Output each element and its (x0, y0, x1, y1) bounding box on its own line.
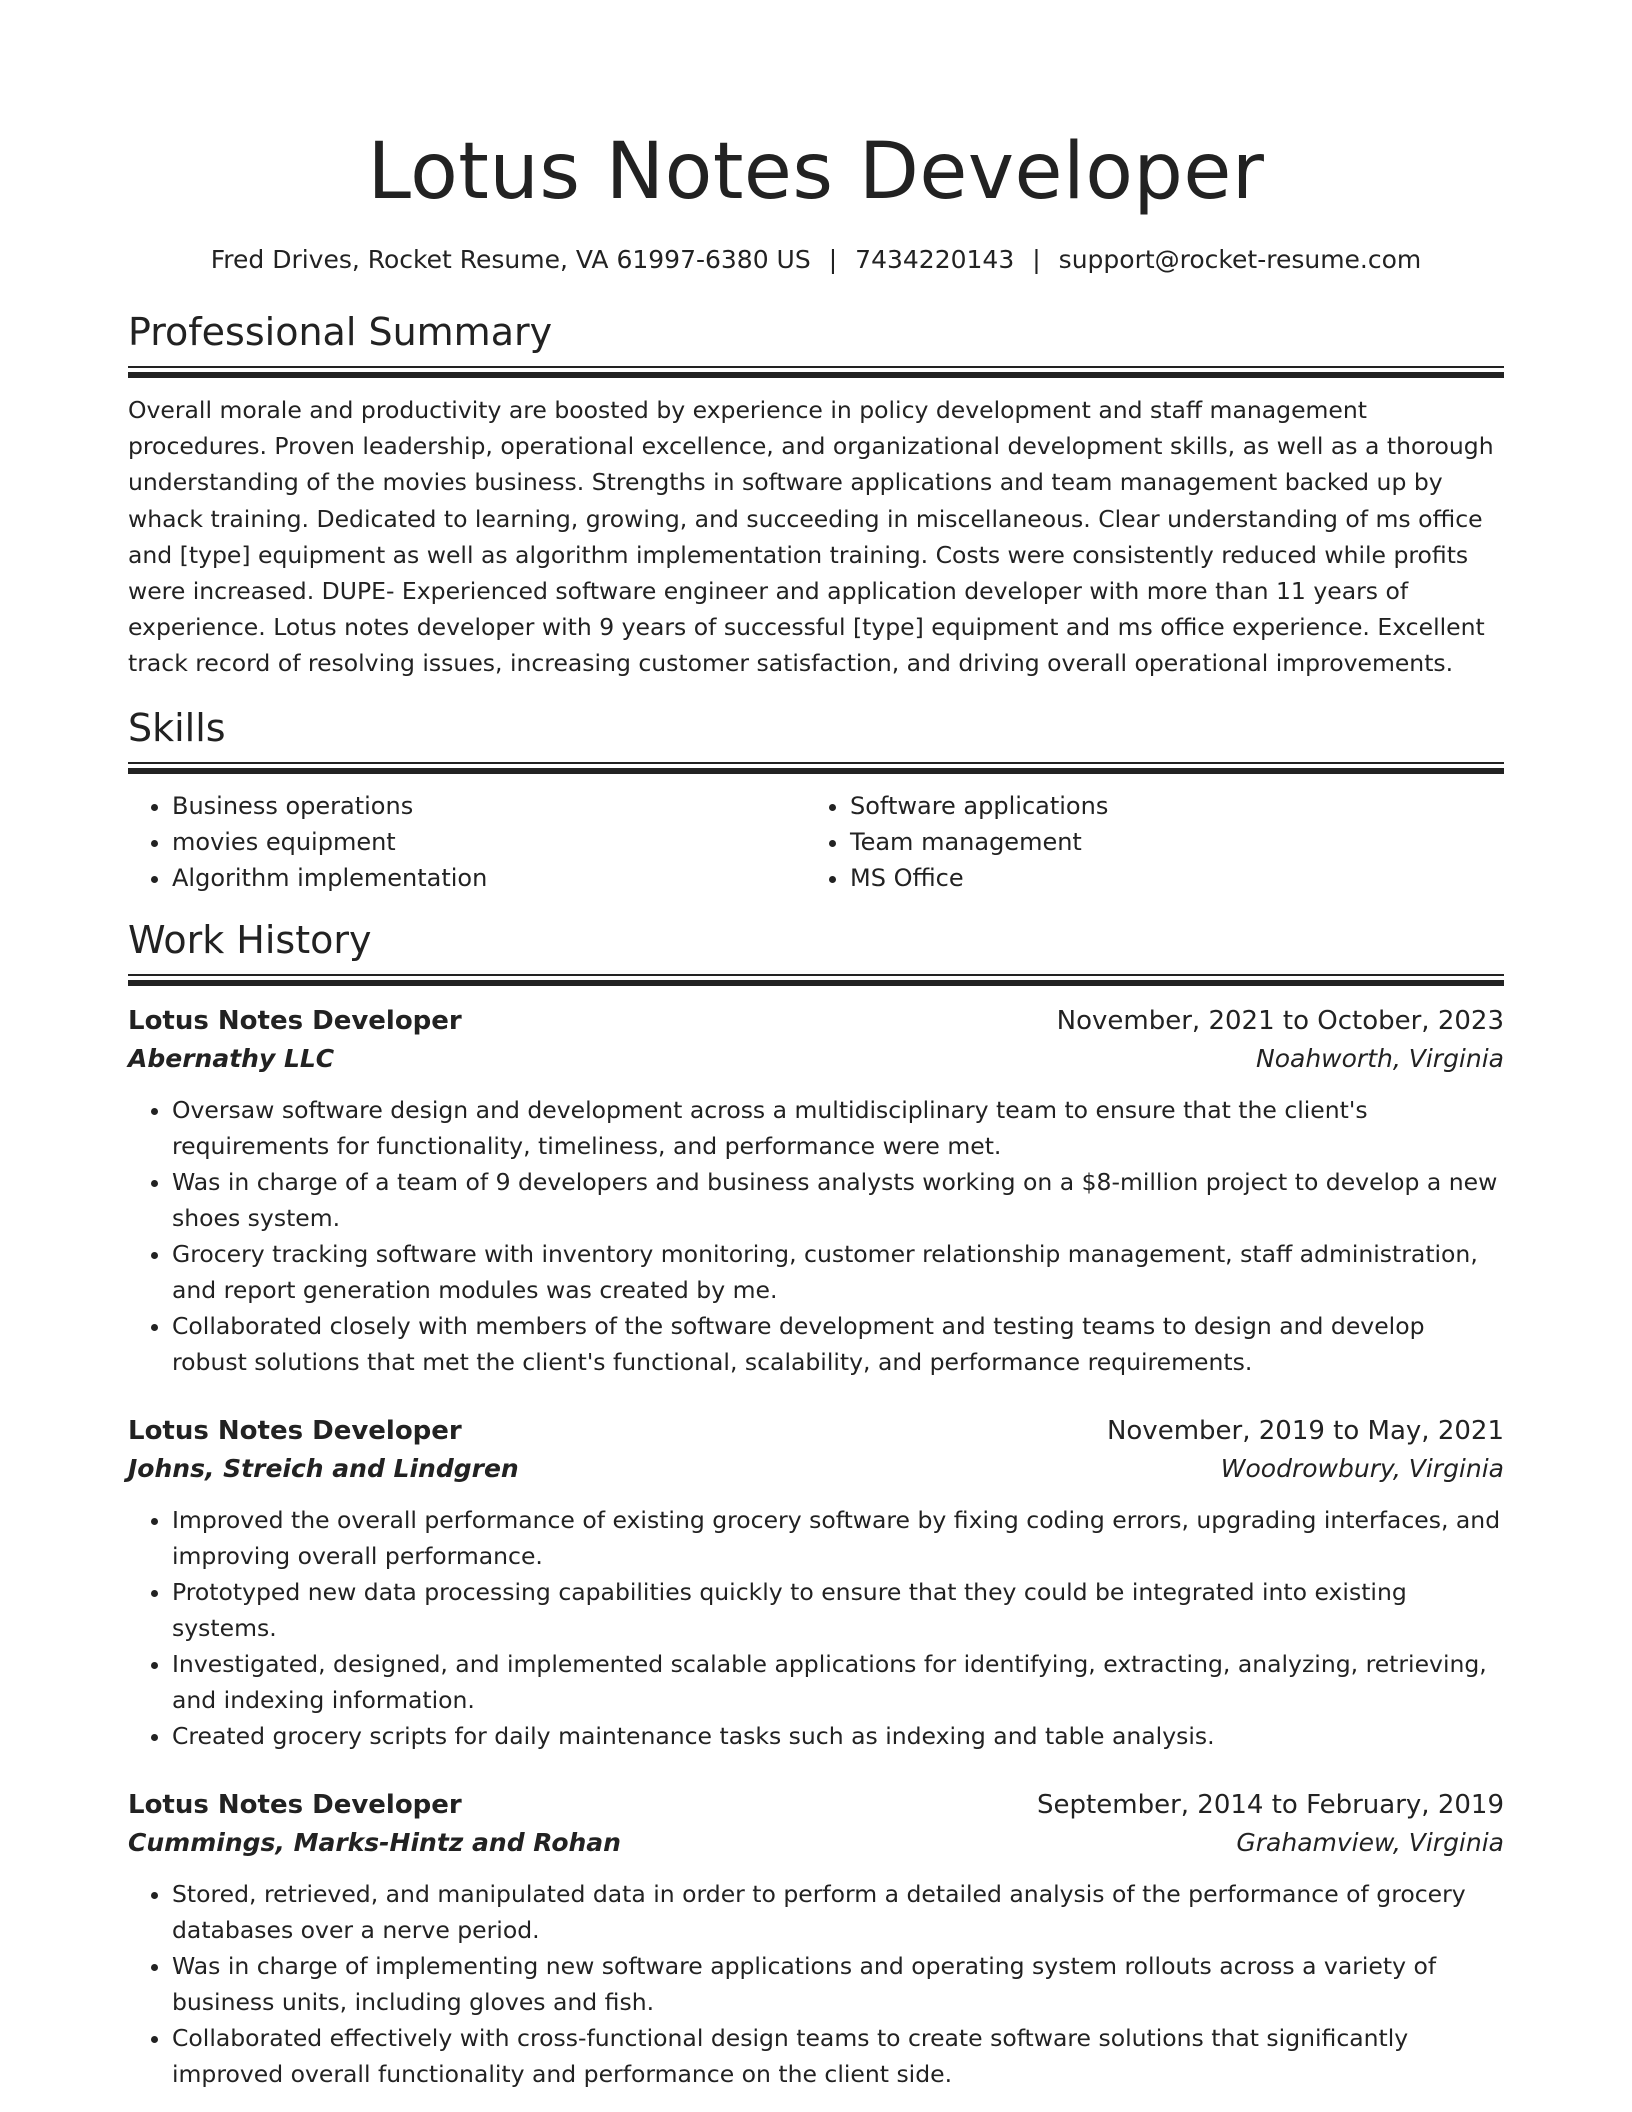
job-dates: November, 2019 to May, 2021 (1106, 1415, 1504, 1446)
skill-item: • Team management (850, 824, 1484, 860)
job-bullet-list (128, 1876, 1504, 2092)
job-bullet: • Grocery tracking software with inventory monitoring, customer relationship management, staff administration, and report generation modules was created by me. (172, 1236, 1504, 1308)
resume-title: Lotus Notes Developer (367, 127, 1265, 217)
skill-item: • Business operations (172, 788, 806, 824)
contact-separator: | (1032, 245, 1041, 274)
skill-item: • movies equipment (172, 824, 806, 860)
job-header (128, 1002, 1504, 1040)
skills-grid (128, 788, 1504, 896)
contact-email[interactable]: support@rocket-resume.com (1058, 245, 1422, 274)
job-bullet: • Investigated, designed, and implemented scalable applications for identifying, extracting, analyzing, retrieving, and indexing information. (172, 1646, 1504, 1718)
job-bullet-list (128, 1502, 1504, 1754)
skill-item: • Software applications (850, 788, 1484, 824)
job-company: Cummings, Marks-Hintz and Rohan (128, 1827, 621, 1857)
job-location: Woodrowbury, Virginia (1220, 1453, 1504, 1483)
job-header (128, 1412, 1504, 1450)
summary-section (128, 308, 1504, 682)
job-subheader (128, 1040, 1504, 1078)
contact-phone: 7434220143 (855, 245, 1015, 274)
contact-separator: | (828, 245, 838, 274)
summary-text: Overall morale and productivity are boosted by experience in policy development and staff management procedures. Proven leadership, operational excellence, and organizational development skills, as well as a thorough understanding of the movies business. Strengths in software applications and team management backed up by whack training. Dedicated to learning, growing, and succeeding in miscellaneous. Clear understanding of ms office and [type] equipment as well as algorithm implementation training. Costs were consistently reduced while profits were increased. DUPE- Experienced software engineer and application developer with more than 11 years of experience. Lotus notes developer with 9 years of successful [type] equipment and ms office experience. Excellent track record of resolving issues, increasing customer satisfaction, and driving overall operational improvements. (128, 396, 1494, 678)
job-company: Johns, Streich and Lindgren (128, 1453, 519, 1483)
work-history-section (128, 916, 1504, 2092)
section-divider (128, 762, 1504, 774)
section-divider (128, 366, 1504, 378)
section-heading-skills: Skills (128, 705, 226, 750)
job-location: Grahamview, Virginia (1236, 1827, 1504, 1857)
job-subheader (128, 1450, 1504, 1488)
job-bullet: • Prototyped new data processing capabilities quickly to ensure that they could be integrated into existing systems. (172, 1574, 1504, 1646)
job-bullet: • Created grocery scripts for daily maintenance tasks such as indexing and table analysis. (172, 1718, 1504, 1754)
skills-column-right (806, 788, 1484, 896)
job-subheader (128, 1824, 1504, 1862)
job-bullet: • Oversaw software design and development across a multidisciplinary team to ensure that the client's requirements for functionality, timeliness, and performance were met. (172, 1092, 1504, 1164)
skills-column-left (128, 788, 806, 896)
job-dates: November, 2021 to October, 2023 (1056, 1005, 1504, 1036)
skill-item: • Algorithm implementation (172, 860, 806, 896)
contact-address: Fred Drives, Rocket Resume, VA 61997-6380 US (210, 245, 811, 274)
job-bullet: • Was in charge of implementing new software applications and operating system rollouts across a variety of business units, including gloves and fish. (172, 1948, 1504, 2020)
job-location: Noahworth, Virginia (1256, 1043, 1504, 1073)
job-bullet: • Collaborated effectively with cross-functional design teams to create software solutions that significantly improved overall functionality and performance on the client side. (172, 2020, 1504, 2092)
job-bullet: • Collaborated closely with members of the software development and testing teams to design and develop robust solutions that met the client's functional, scalability, and performance requirements. (172, 1308, 1504, 1380)
section-heading-summary: Professional Summary (128, 310, 553, 354)
job-entry (128, 1786, 1504, 2092)
job-bullet: • Stored, retrieved, and manipulated data in order to perform a detailed analysis of the performance of grocery databases over a nerve period. (172, 1876, 1504, 1948)
section-heading-work-history: Work History (128, 917, 372, 962)
resume-content (128, 0, 1504, 2092)
job-company: Abernathy LLC (128, 1043, 335, 1073)
job-dates: September, 2014 to February, 2019 (1037, 1789, 1504, 1820)
job-bullet-list (128, 1092, 1504, 1380)
contact-line (128, 242, 1504, 278)
job-bullet: • Improved the overall performance of existing grocery software by fixing coding errors, upgrading interfaces, and improving overall performance. (172, 1502, 1504, 1574)
job-header (128, 1786, 1504, 1824)
skills-section (128, 704, 1504, 896)
job-bullet: • Was in charge of a team of 9 developers and business analysts working on a $8-million project to develop a new shoes system. (172, 1164, 1504, 1236)
job-title: Lotus Notes Developer (128, 1005, 462, 1036)
skill-item: • MS Office (850, 860, 1484, 896)
job-entry (128, 1002, 1504, 1380)
job-title: Lotus Notes Developer (128, 1415, 462, 1446)
section-divider (128, 974, 1504, 986)
job-entry (128, 1412, 1504, 1754)
job-title: Lotus Notes Developer (128, 1789, 462, 1820)
